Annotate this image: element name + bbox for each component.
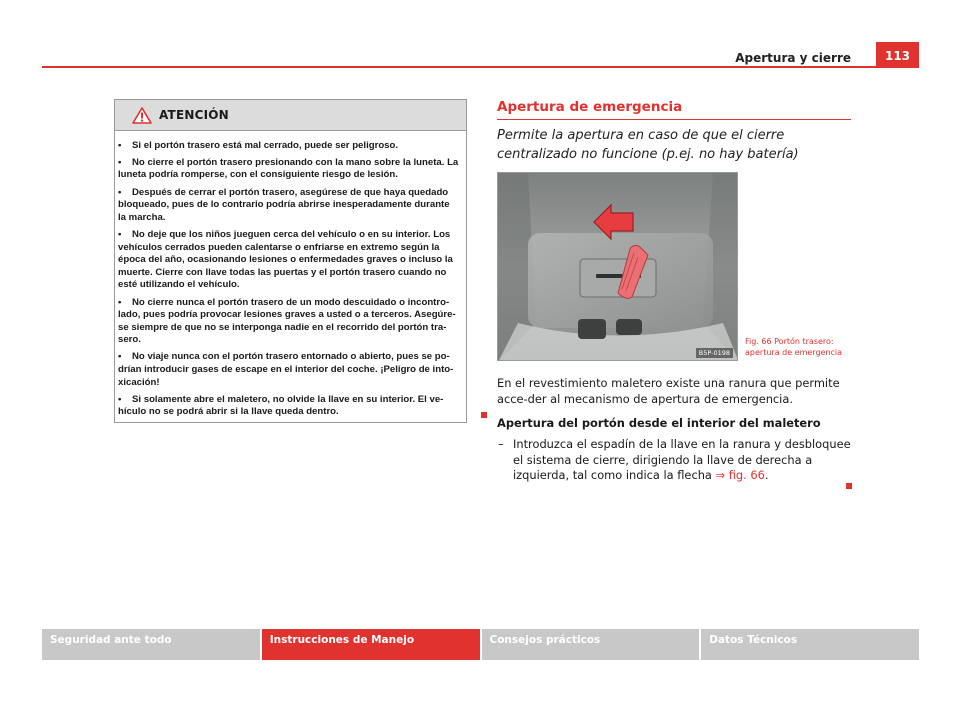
figure-image bbox=[497, 172, 738, 361]
tab-seguridad[interactable]: Seguridad ante todo bbox=[42, 629, 260, 660]
end-marker-icon bbox=[846, 483, 852, 489]
tab-instrucciones[interactable]: Instrucciones de Manejo bbox=[262, 629, 480, 660]
warning-item bbox=[118, 297, 460, 347]
figure-reference-link[interactable]: ⇒ fig. 66 bbox=[715, 468, 765, 483]
warning-item bbox=[118, 187, 460, 225]
warning-item bbox=[118, 140, 460, 153]
warning-item-text: No viaje nunca con el portón trasero entornado o abierto, pues se po-drían introducir gases de escape en el interior del coche. ¡Peligro de into-xicación! bbox=[118, 351, 454, 388]
bullet: • bbox=[118, 351, 122, 363]
page-number: 113 bbox=[876, 42, 919, 68]
bullet: • bbox=[118, 296, 122, 308]
warning-item-text: Si el portón trasero está mal cerrado, puede ser peligroso. bbox=[132, 139, 399, 151]
warning-item-text: No cierre el portón trasero presionando con la mano sobre la luneta. La luneta podría romperse, con el consiguiente riesgo de lesión. bbox=[118, 156, 459, 181]
section-title: Apertura de emergencia bbox=[497, 99, 683, 115]
footer-tabs bbox=[42, 629, 919, 660]
warning-body bbox=[115, 131, 466, 419]
bullet: • bbox=[118, 186, 122, 198]
warning-item-text: Después de cerrar el portón trasero, asegúrese de que haya quedado bloqueado, pues de lo contrario podría abrirse inesperadamente durante la marcha. bbox=[118, 186, 450, 223]
bullet: • bbox=[118, 139, 122, 151]
bullet: • bbox=[118, 393, 122, 405]
trunk-emergency-release-illustration bbox=[498, 173, 738, 361]
warning-item bbox=[118, 394, 460, 419]
tab-datos[interactable]: Datos Técnicos bbox=[701, 629, 919, 660]
warning-item bbox=[118, 351, 460, 389]
warning-item bbox=[118, 157, 460, 182]
header-rule bbox=[42, 66, 919, 68]
warning-item bbox=[118, 229, 460, 292]
body-paragraph: En el revestimiento maletero existe una ranura que permite acce-der al mecanismo de apertura de emergencia. bbox=[497, 376, 840, 406]
section-intro: Permite la apertura en caso de que el cierre centralizado no funcione (p.ej. no hay batería) bbox=[497, 128, 799, 162]
figure-code: B5P-0198 bbox=[696, 348, 733, 358]
subheading: Apertura del portón desde el interior del maletero bbox=[497, 416, 821, 430]
step-text-wrapper bbox=[513, 437, 857, 484]
figure-caption: Fig. 66 Portón trasero: apertura de emergencia bbox=[745, 337, 843, 357]
warning-header bbox=[115, 100, 466, 131]
section-rule bbox=[497, 119, 851, 120]
warning-title: ATENCIÓN bbox=[159, 108, 229, 122]
instruction-step bbox=[497, 437, 857, 484]
warning-item-text: Si solamente abre el maletero, no olvide la llave en su interior. El ve-hículo no se podrá abrir si la llave queda dentro. bbox=[118, 393, 444, 418]
bullet: • bbox=[118, 156, 122, 168]
running-title: Apertura y cierre bbox=[735, 51, 851, 65]
step-text: Introduzca el espadín de la llave en la ranura y desbloquee el sistema de cierre, dirigiendo la llave de derecha a izquierda, tal como indica la flecha bbox=[513, 437, 851, 483]
warning-item-text: No deje que los niños jueguen cerca del vehículo o en su interior. Los vehículos cerrados pueden calentarse o enfriarse en extremo según la época del año, ocasionando lesiones o enfermedades graves o incluso la muerte. Cierre con llave todas las puertas y el portón trasero cuando no esté utilizando el vehículo. bbox=[118, 228, 453, 291]
warning-box bbox=[114, 99, 467, 423]
tab-consejos[interactable]: Consejos prácticos bbox=[482, 629, 700, 660]
warning-item-text: No cierre nunca el portón trasero de un modo descuidado o incontro-lado, pues podría provocar lesiones graves a usted o a terceros. Asegúre-se siempre de que no se interponga nadie en el recorrido del portón tra-sero. bbox=[118, 296, 456, 346]
warning-triangle-icon bbox=[132, 107, 152, 124]
end-marker-icon bbox=[481, 412, 487, 418]
bullet: • bbox=[118, 228, 122, 240]
step-dash: – bbox=[498, 437, 504, 451]
step-end: . bbox=[764, 468, 769, 483]
